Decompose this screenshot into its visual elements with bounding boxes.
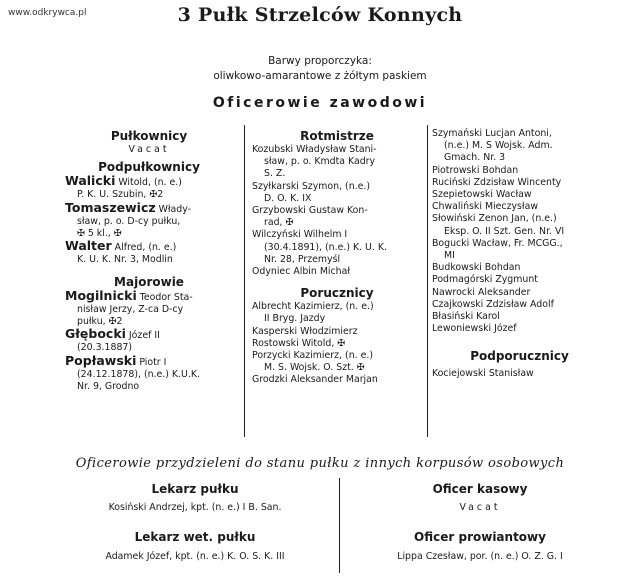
entry-line: Szepietowski Wacław (432, 189, 532, 201)
entry-line: Budkowski Bohdan (432, 262, 521, 274)
cash-officer-entry: Vacat (459, 502, 501, 513)
entry-line: Chwaliński Mieczysław (432, 201, 538, 213)
entry-text: Teodor Sta- (139, 291, 193, 303)
entry-line: Lewoniewski Józef (432, 323, 517, 335)
heading-colonels: Pułkownicy (110, 129, 188, 143)
entry-glebocki (65, 328, 233, 342)
entry-line: Nr. 9, Grodno (77, 381, 140, 393)
entry-line: Bogucki Wacław, Fr. MCGG., (432, 237, 563, 249)
entry-text: Włady- (158, 203, 192, 215)
entry-mogilnicki (65, 287, 233, 304)
colours-value: oliwkowo-amarantowe z żółtym paskiem (213, 70, 427, 82)
entry-tomaszewicz (65, 199, 233, 216)
column-2 (252, 128, 422, 387)
entry-line: (24.12.1878), (n.e.) K.U.K. (77, 368, 201, 380)
watermark: www.odkrywca.pl (8, 8, 87, 18)
entry-line: MI (444, 250, 455, 262)
entry-line: K. U. K. Nr. 3, Modlin (77, 254, 173, 266)
column-3 (432, 128, 607, 381)
entry-line: Piotrowski Bohdan (432, 164, 519, 176)
column-divider (244, 125, 245, 437)
entry-line: D. O. K. IX (264, 192, 312, 204)
entry-line: Ruciński Zdzisław Wincenty (432, 176, 562, 188)
entry-line: Rostowski Witold, ✠ (252, 337, 346, 349)
column-divider (427, 125, 428, 437)
entry-line: pułku, ✠2 (77, 316, 123, 328)
heading-2nd-lieutenants: Podporucznicy (470, 349, 569, 364)
doctor-heading: Lekarz pułku (151, 482, 239, 496)
column-1 (65, 128, 233, 393)
entry-text: Alfred, (n. e.) (114, 242, 177, 254)
entry-line: Gmach. Nr. 3 (444, 152, 506, 164)
entry-line: (20.3.1887) (77, 342, 133, 354)
surname: Mogilnicki (65, 287, 137, 303)
entry-line: Kasperski Włodzimierz (252, 325, 358, 337)
colours-label: Barwy proporczyka: (268, 55, 372, 67)
entry-line: S. Z. (264, 168, 286, 180)
entry-line: Szymański Lucjan Antoni, (432, 128, 552, 139)
entry-text: Witold, (n. e.) (118, 177, 182, 189)
entry-line: Grzybowski Gustaw Kon- (252, 205, 368, 217)
provision-officer-entry: Lippa Czesław, por. (n. e.) O. Z. G. I (397, 551, 563, 562)
entry-line: P. K. U. Szubin, ✠2 (77, 189, 164, 201)
page-title: 3 Pułk Strzelców Konnych (177, 4, 463, 26)
provision-officer-heading: Oficer prowiantowy (414, 530, 546, 544)
entry-line: Odyniec Albin Michał (252, 266, 351, 278)
vet-entry: Adamek Józef, kpt. (n. e.) K. O. S. K. III (105, 551, 285, 562)
heading-majors: Majorowie (114, 274, 184, 289)
entry-walter (65, 240, 233, 254)
entry-line: Grodzki Aleksander Marjan (252, 374, 378, 386)
entry-line: Podmagórski Zygmunt (432, 274, 538, 286)
entry-line: Nawrocki Aleksander (432, 286, 531, 298)
entry-line: M. S. Wojsk. O. Szt. ✠ (264, 362, 365, 374)
entry-text: Józef II (128, 330, 160, 342)
entry-line: Wilczyński Wilhelm I (252, 229, 348, 241)
entry-line: Eksp. O. II Szt. Gen. Nr. VI (444, 225, 565, 237)
entry-line: rad, ✠ (264, 217, 294, 229)
surname: Walter (65, 238, 112, 254)
entry-line: II Bryg. Jazdy (264, 313, 326, 325)
officers-heading: Oficerowie zawodowi (212, 95, 428, 111)
entry-line: Porzycki Kazimierz, (n. e.) (252, 350, 374, 362)
colonels-vacat: Vacat (128, 144, 170, 155)
surname: Walicki (65, 173, 116, 189)
surname: Popławski (65, 352, 137, 368)
entry-text: Piotr I (139, 356, 167, 368)
entry-line: Albrecht Kazimierz, (n. e.) (252, 301, 374, 313)
cash-officer-heading: Oficer kasowy (432, 482, 528, 496)
entry-walicki (65, 175, 233, 189)
heading-lieutenants: Porucznicy (300, 286, 374, 301)
entry-line: (30.4.1891), (n.e.) K. U. K. (264, 241, 388, 253)
entry-line: Słowiński Zenon Jan, (n.e.) (432, 213, 557, 225)
attached-heading: Oficerowie przydzieleni do stanu pułku z innych korpusów osobowych (75, 456, 565, 471)
entry-line: sław, p. o. D-cy pułku, (77, 215, 181, 227)
entry-line: ✠ 5 kl., ✠ (77, 228, 122, 240)
entry-line: Kociejowski Stanisław (432, 368, 534, 380)
entry-line: Szyłkarski Szymon, (n.e.) (252, 180, 371, 192)
heading-captains: Rotmistrze (300, 129, 374, 143)
entry-line: Kozubski Władysław Stani- (252, 144, 377, 155)
surname: Głębocki (65, 326, 126, 342)
entry-line: Nr. 28, Przemyśl (264, 253, 341, 265)
vet-heading: Lekarz wet. pułku (134, 530, 256, 544)
entry-line: Błasiński Karol (432, 311, 500, 323)
entry-line: Czajkowski Zdzisław Adolf (432, 298, 554, 310)
entry-line: sław, p. o. Kmdta Kadry (264, 156, 376, 168)
doctor-entry: Kosiński Andrzej, kpt. (n. e.) I B. San. (108, 502, 282, 513)
entry-poplawski (65, 352, 233, 369)
surname: Tomaszewicz (65, 199, 156, 215)
entry-line: (n.e.) M. S Wojsk. Adm. (444, 140, 553, 152)
heading-lt-colonels: Podpułkownicy (98, 160, 200, 175)
entry-line: nisław Jerzy, Z-ca D-cy (77, 303, 184, 315)
bottom-divider (339, 478, 340, 573)
